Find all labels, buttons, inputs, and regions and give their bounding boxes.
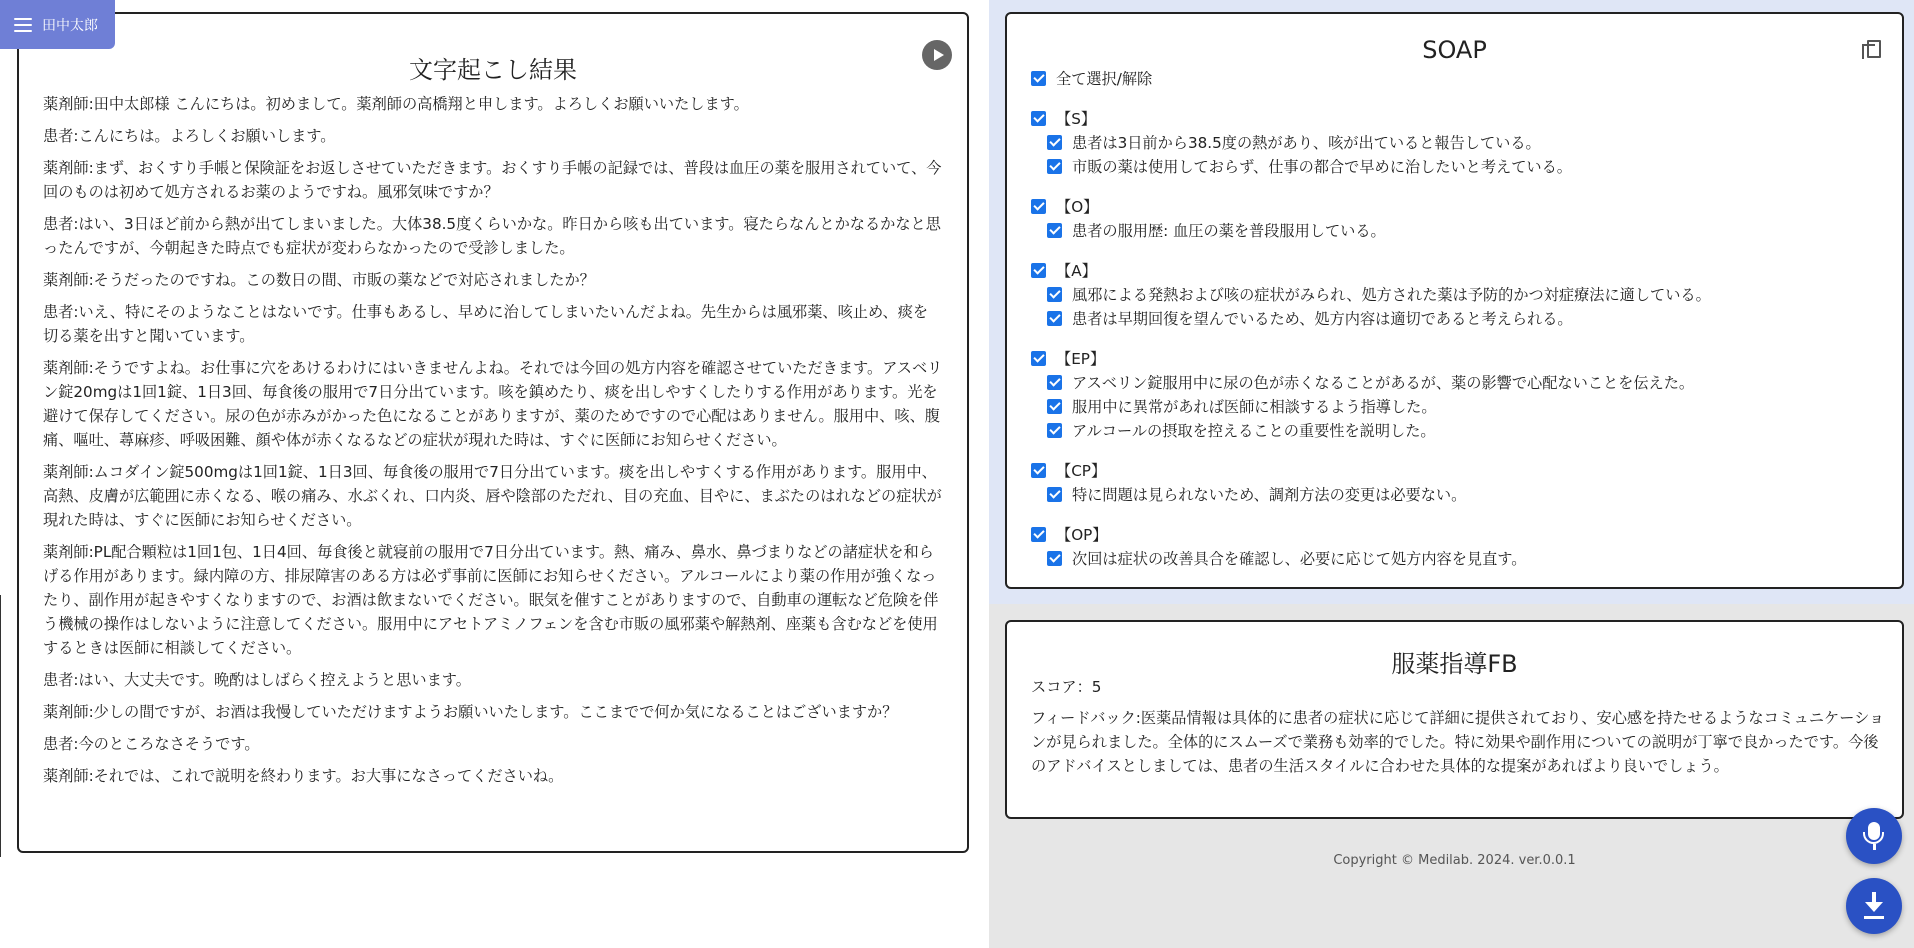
soap-item[interactable] — [1047, 130, 1891, 154]
soap-body — [1031, 66, 1891, 570]
soap-item[interactable] — [1047, 306, 1891, 330]
item-checkbox[interactable] — [1047, 375, 1062, 390]
transcript-line: 薬剤師:まず、おくすり手帳と保険証をお返しさせていただきます。おくすり手帳の記録では、普段は血圧の薬を服用されていて、今回のものは初めて処方されるお薬のようですね。風邪気味ですか？ — [43, 159, 942, 201]
transcript-line: 患者:いえ、特にそのようなことはないです。仕事もあるし、早めに治してしまいたいんだよね。先生からは風邪薬、咳止め、痰を切る薬を出すと聞いています。 — [43, 303, 929, 345]
soap-section — [1031, 522, 1891, 570]
transcript-line: 患者:はい、3日ほど前から熱が出てしまいました。大体38.5度くらいかな。昨日から咳も出ています。寝たらなんとかなるかなと思ったんですが、今朝起きた時点でも症状が変わらなかったので受診しました。 — [43, 215, 941, 257]
soap-section-header[interactable] — [1031, 194, 1891, 218]
section-checkbox[interactable] — [1031, 463, 1046, 478]
transcript-line: 患者:こんにちは。よろしくお願いします。 — [43, 127, 336, 145]
transcript-line: 薬剤師:ムコダイン錠500mgは1回1錠、1日3回、毎食後の服用で7日分出ています。痰を出しやすくする作用があります。服用中、高熱、皮膚が広範囲に赤くなる、喉の痛み、水ぶくれ、口内炎、唇や陰部のただれ、目の充血、目やに、まぶたのはれなどの症状が現れた時は、すぐに医師にお知らせください。 — [43, 463, 942, 529]
item-checkbox[interactable] — [1047, 159, 1062, 174]
soap-panel — [1005, 12, 1904, 589]
soap-item[interactable] — [1047, 546, 1891, 570]
item-text: アスベリン錠服用中に尿の色が赤くなることがあるが、薬の影響で心配ないことを伝えた。 — [1072, 373, 1695, 392]
soap-section-header[interactable] — [1031, 258, 1891, 282]
transcript-line: 薬剤師:そうですよね。お仕事に穴をあけるわけにはいきませんよね。それでは今回の処方内容を確認させていただきます。アスベリン錠20mgは1回1錠、1日3回、毎食後の服用で7日分出ています。咳を鎮めたり、痰を出しやすくしたりする作用があります。光を避けて保存してください。尿の色が赤みがかった色になることがありますが、薬のためですので心配はありません。服用中、咳、腹痛、嘔吐、蕁麻疹、呼吸困難、顔や体が赤くなるなどの症状が現れた時は、すぐに医師にお知らせください。 — [43, 359, 943, 449]
item-checkbox[interactable] — [1047, 287, 1062, 302]
soap-section-header[interactable] — [1031, 346, 1891, 370]
section-label: 【EP】 — [1056, 349, 1106, 368]
soap-item[interactable] — [1047, 482, 1891, 506]
soap-section — [1031, 258, 1891, 330]
feedback-text: フィードバック:医薬品情報は具体的に患者の症状に応じて詳細に提供されており、安心感を持たせるようなコミュニケーションが見られました。全体的にスムーズで業務も効率的でした。特に効果や副作用についての説明が丁寧で良かったです。今後のアドバイスとしましては、患者の生活スタイルに合わせた具体的な提案があればより良いでしょう。 — [1031, 709, 1885, 775]
microphone-button[interactable] — [1846, 808, 1902, 864]
user-menu-button[interactable] — [0, 0, 115, 49]
play-icon[interactable] — [922, 40, 952, 70]
transcript-line: 患者:はい、大丈夫です。晩酌はしばらく控えようと思います。 — [43, 671, 471, 689]
item-text: アルコールの摂取を控えることの重要性を説明した。 — [1072, 421, 1436, 440]
section-label: 【S】 — [1056, 109, 1097, 128]
transcript-line: 薬剤師:田中太郎様 こんにちは。初めまして。薬剤師の高橋翔と申します。よろしくお願いいたします。 — [43, 95, 749, 113]
copy-icon[interactable] — [1862, 40, 1880, 60]
select-all-checkbox[interactable] — [1031, 71, 1046, 86]
user-name: 田中太郎 — [42, 17, 98, 34]
section-checkbox[interactable] — [1031, 199, 1046, 214]
soap-item[interactable] — [1047, 370, 1891, 394]
item-checkbox[interactable] — [1047, 551, 1062, 566]
feedback-score: スコア：5 — [1031, 678, 1102, 696]
download-icon — [1866, 892, 1882, 920]
soap-section — [1031, 194, 1891, 242]
item-text: 患者の服用歴: 血圧の薬を普段服用している。 — [1072, 221, 1386, 240]
soap-item[interactable] — [1047, 282, 1891, 306]
item-checkbox[interactable] — [1047, 135, 1062, 150]
section-checkbox[interactable] — [1031, 111, 1046, 126]
section-label: 【CP】 — [1056, 461, 1107, 480]
item-text: 風邪による発熱および咳の症状がみられ、処方された薬は予防的かつ対症療法に適している。 — [1072, 285, 1711, 304]
item-checkbox[interactable] — [1047, 423, 1062, 438]
soap-sections — [1031, 106, 1891, 570]
transcript-line: 薬剤師:それでは、これで説明を終わります。お大事になさってくださいね。 — [43, 767, 564, 785]
menu-icon — [14, 18, 32, 32]
section-label: 【OP】 — [1056, 525, 1108, 544]
soap-section — [1031, 346, 1891, 442]
item-checkbox[interactable] — [1047, 399, 1062, 414]
select-all-label: 全て選択/解除 — [1056, 69, 1153, 88]
soap-item[interactable] — [1047, 218, 1891, 242]
item-text: 市販の薬は使用しておらず、仕事の都合で早めに治したいと考えている。 — [1072, 157, 1572, 176]
soap-item[interactable] — [1047, 418, 1891, 442]
transcript-line: 患者:今のところなさそうです。 — [43, 735, 260, 753]
soap-section-header[interactable] — [1031, 458, 1891, 482]
item-checkbox[interactable] — [1047, 223, 1062, 238]
section-checkbox[interactable] — [1031, 351, 1046, 366]
section-checkbox[interactable] — [1031, 527, 1046, 542]
select-all-row[interactable] — [1031, 66, 1891, 90]
soap-section-header[interactable] — [1031, 106, 1891, 130]
transcript-lines — [43, 92, 943, 796]
soap-item[interactable] — [1047, 154, 1891, 178]
transcript-title: 文字起こし結果 — [409, 56, 577, 84]
item-text: 服用中に異常があれば医師に相談するよう指導した。 — [1072, 397, 1437, 416]
feedback-title: 服薬指導FB — [1391, 650, 1518, 678]
copyright: Copyright © Medilab. 2024. ver.0.0.1 — [1333, 853, 1576, 868]
download-button[interactable] — [1846, 878, 1902, 934]
feedback-panel — [1005, 620, 1904, 819]
item-checkbox[interactable] — [1047, 311, 1062, 326]
soap-title: SOAP — [1422, 36, 1487, 64]
item-text: 患者は早期回復を望んでいるため、処方内容は適切であると考えられる。 — [1072, 309, 1573, 328]
item-checkbox[interactable] — [1047, 487, 1062, 502]
section-label: 【A】 — [1056, 261, 1097, 280]
transcript-line: 薬剤師:PL配合顆粒は1回1包、1日4回、毎食後と就寝前の服用で7日分出ています。熱、痛み、鼻水、鼻づまりなどの諸症状を和らげる作用があります。緑内障の方、排尿障害のある方は必ず事前に医師にお知らせください。アルコールにより薬の作用が強くなったり、副作用が起きやすくなりますので、お酒は飲まないでください。眠気を催すことがありますので、自動車の運転など危険を伴う機械の操作はしないように注意してください。服用中にアセトアミノフェンを含む市販の風邪薬や解熱剤、座薬も含むなどを使用するときは医師に相談してください。 — [43, 543, 939, 657]
item-text: 患者は3日前から38.5度の熱があり、咳が出ていると報告している。 — [1072, 133, 1541, 152]
transcript-line: 薬剤師:少しの間ですが、お酒は我慢していただけますようお願いいたします。ここまでで何か気になることはございますか？ — [43, 703, 898, 721]
transcript-panel — [17, 12, 969, 853]
item-text: 次回は症状の改善具合を確認し、必要に応じて処方内容を見直す。 — [1072, 549, 1527, 568]
soap-section — [1031, 106, 1891, 178]
transcript-line: 薬剤師:そうだったのですね。この数日の間、市販の薬などで対応されましたか？ — [43, 271, 595, 289]
soap-section-header[interactable] — [1031, 522, 1891, 546]
section-checkbox[interactable] — [1031, 263, 1046, 278]
soap-item[interactable] — [1047, 394, 1891, 418]
edge-divider — [0, 595, 1, 857]
soap-section — [1031, 458, 1891, 506]
item-text: 特に問題は見られないため、調剤方法の変更は必要ない。 — [1072, 485, 1467, 504]
section-label: 【O】 — [1056, 197, 1099, 216]
